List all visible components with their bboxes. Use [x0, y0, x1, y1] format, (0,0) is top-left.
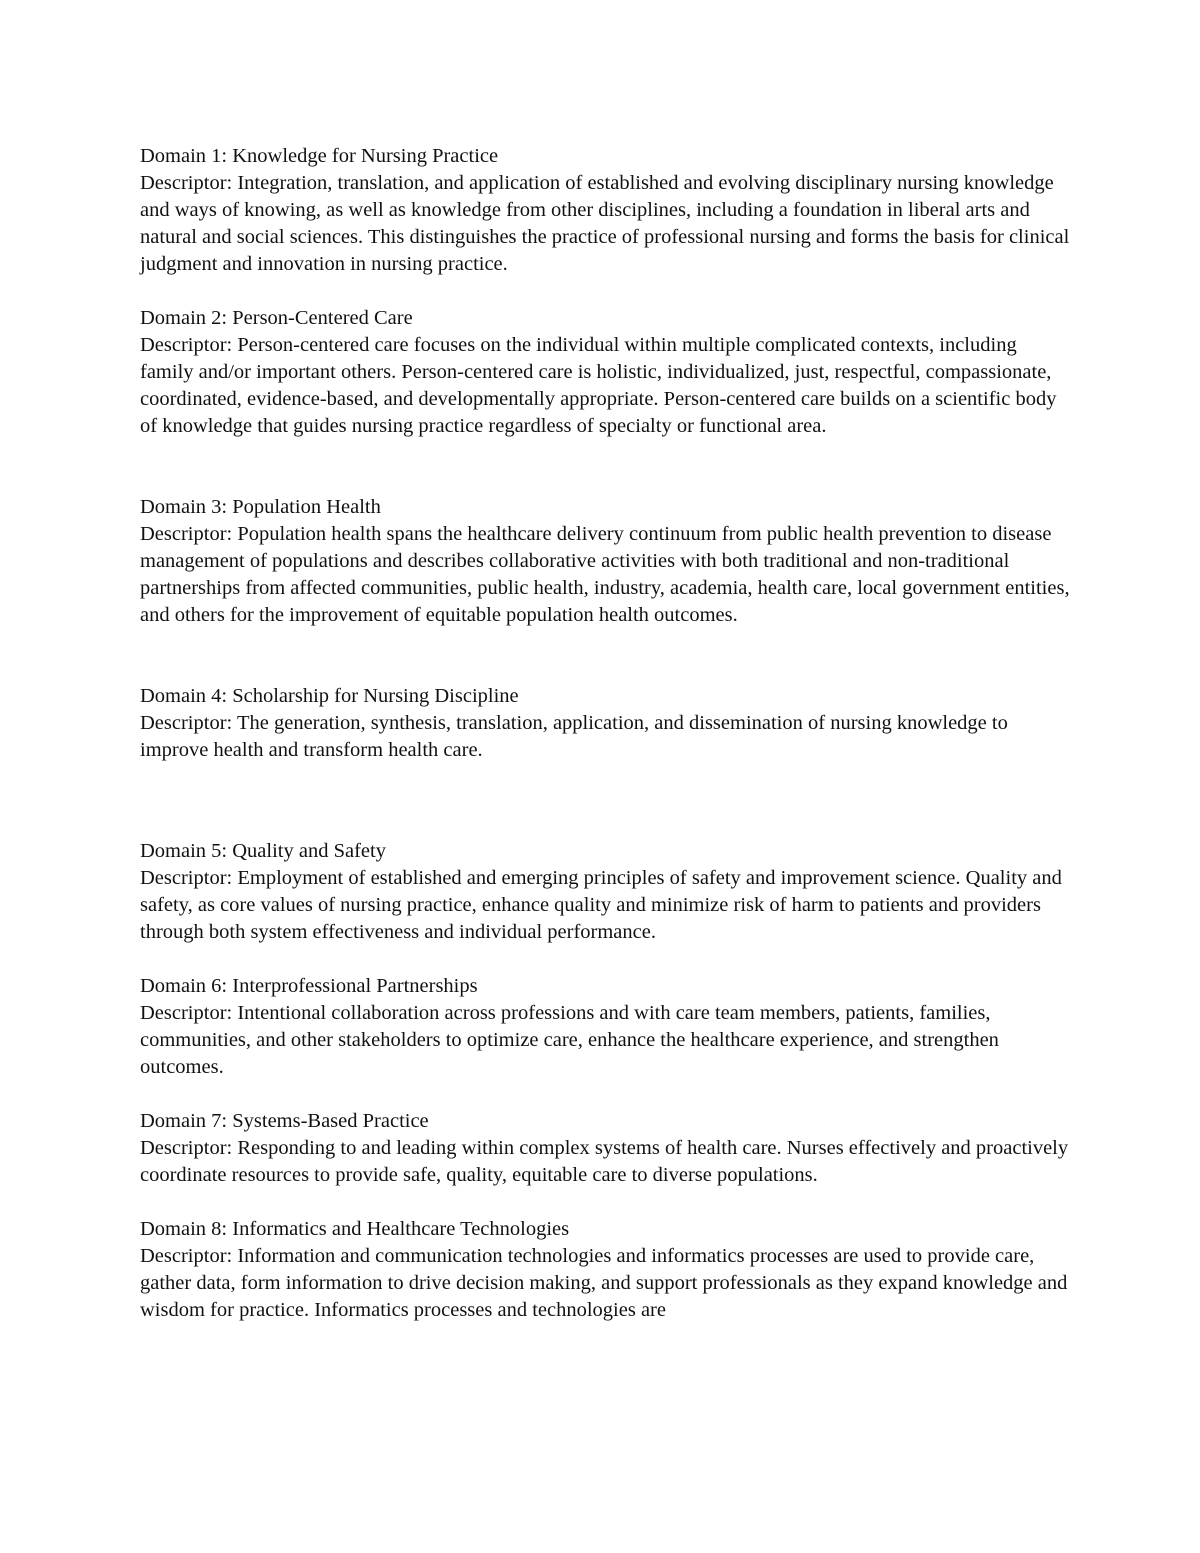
domain-3-descriptor: Descriptor: Population health spans the healthcare delivery continuum from public health prevention to disease management of populations and describes collaborative activities with both traditional and non-traditional partnerships from affected communities, public health, industry, academia, health care, local government entities, and others for the improvement of equitable population health outcomes. [140, 523, 1070, 626]
domain-2-title: Domain 2: Person-Centered Care [140, 307, 413, 329]
domain-8-title: Domain 8: Informatics and Healthcare Technologies [140, 1218, 570, 1240]
domain-6-descriptor: Descriptor: Intentional collaboration across professions and with care team members, patients, families, communities, and other stakeholders to optimize care, enhance the healthcare experience, and strengthen outcomes. [140, 1002, 999, 1078]
spacer [140, 440, 1070, 494]
spacer [140, 278, 1070, 305]
domain-7-title: Domain 7: Systems-Based Practice [140, 1110, 429, 1132]
domain-4-section [140, 683, 1070, 764]
domain-7-section [140, 1108, 1070, 1189]
domain-5-section [140, 838, 1070, 946]
domain-4-title: Domain 4: Scholarship for Nursing Discipline [140, 685, 519, 707]
document-body [140, 143, 1070, 1324]
domain-3-section [140, 494, 1070, 629]
domain-5-descriptor: Descriptor: Employment of established and emerging principles of safety and improvement science. Quality and safety, as core values of nursing practice, enhance quality and minimize risk of harm to patients and providers through both system effectiveness and individual performance. [140, 867, 1062, 943]
domain-1-descriptor: Descriptor: Integration, translation, and application of established and evolving disciplinary nursing knowledge and ways of knowing, as well as knowledge from other disciplines, including a foundation in liberal arts and natural and social sciences. This distinguishes the practice of professional nursing and forms the basis for clinical judgment and innovation in nursing practice. [140, 172, 1070, 275]
domain-8-descriptor: Descriptor: Information and communication technologies and informatics processes are used to provide care, gather data, form information to drive decision making, and support professionals as they expand knowledge and wisdom for practice. Informatics processes and technologies are [140, 1245, 1068, 1321]
domain-6-title: Domain 6: Interprofessional Partnerships [140, 975, 478, 997]
spacer [140, 629, 1070, 683]
spacer [140, 764, 1070, 838]
domain-3-title: Domain 3: Population Health [140, 496, 381, 518]
domain-8-section [140, 1216, 1070, 1324]
domain-2-section [140, 305, 1070, 440]
domain-2-descriptor: Descriptor: Person-centered care focuses on the individual within multiple complicated contexts, including family and/or important others. Person-centered care is holistic, individualized, just, respectful, compassionate, coordinated, evidence-based, and developmentally appropriate. Person-centered care builds on a scientific body of knowledge that guides nursing practice regardless of specialty or functional area. [140, 334, 1057, 437]
spacer [140, 1189, 1070, 1216]
domain-7-descriptor: Descriptor: Responding to and leading within complex systems of health care. Nurses effectively and proactively coordinate resources to provide safe, quality, equitable care to diverse populations. [140, 1137, 1069, 1186]
domain-6-section [140, 973, 1070, 1081]
spacer [140, 946, 1070, 973]
domain-4-descriptor: Descriptor: The generation, synthesis, translation, application, and dissemination of nursing knowledge to improve health and transform health care. [140, 712, 1008, 761]
domain-1-section [140, 143, 1070, 278]
spacer [140, 1081, 1070, 1108]
domain-5-title: Domain 5: Quality and Safety [140, 840, 386, 862]
domain-1-title: Domain 1: Knowledge for Nursing Practice [140, 145, 499, 167]
